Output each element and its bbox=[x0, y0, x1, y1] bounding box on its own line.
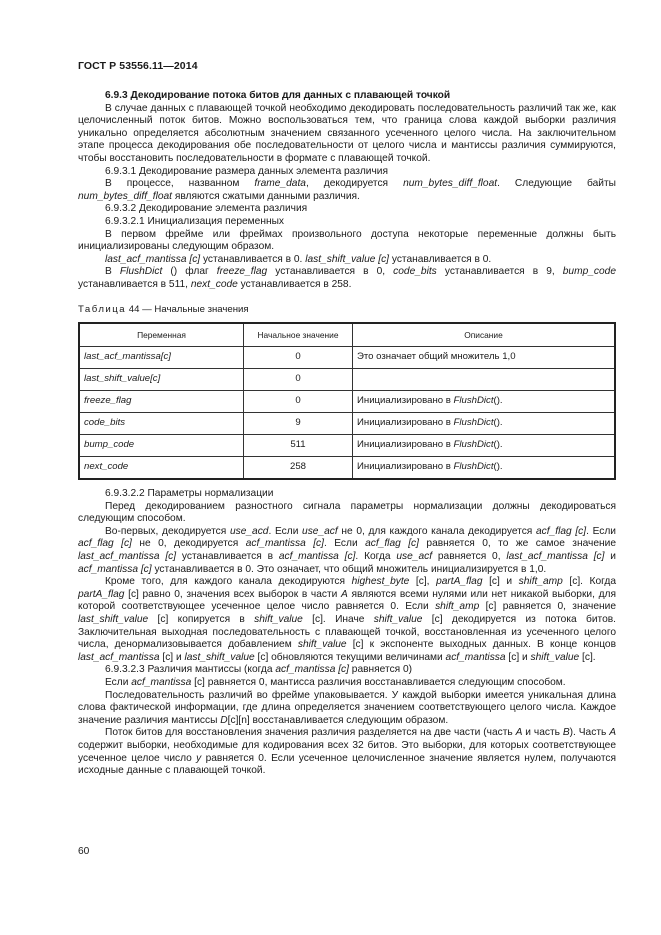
table-cell-description bbox=[353, 369, 616, 391]
initial-values-table bbox=[78, 322, 616, 480]
table-cell-variable: bump_code bbox=[79, 435, 244, 457]
paragraph: Во-первых, декодируется use_acd. Если use_acf не 0, для каждого канала декодируется acf_flag [c]. Если acf_flag [c] не 0, декодируется acf_mantissa [c]. Если acf_flag [c] равняется 0, то же самое значение last_acf_mantissa [c] устанавливается в acf_mantissa [c]. Когда use_acf равняется 0, last_acf_mantissa [c] и acf_mantissa [c] устанавливается в 0. Это означает, что общий множитель инициализируется в 1,0. bbox=[78, 525, 617, 575]
table-cell-value: 258 bbox=[244, 457, 353, 480]
column-header: Описание bbox=[353, 323, 616, 347]
table-row bbox=[79, 369, 615, 391]
subsection-heading: 6.9.3.2.2 Параметры нормализации bbox=[105, 488, 274, 500]
table-cell-description: Инициализировано в FlushDict(). bbox=[353, 457, 616, 480]
table-cell-value: 0 bbox=[244, 391, 353, 413]
paragraph: В первом фрейме или фреймах произвольного доступа некоторые переменные должны быть инициализированы следующим образом. bbox=[78, 228, 616, 253]
table-cell-value: 0 bbox=[244, 347, 353, 369]
table-cell-description: Это означает общий множитель 1,0 bbox=[353, 347, 616, 369]
document-header: ГОСТ Р 53556.11—2014 bbox=[78, 60, 198, 72]
document-body bbox=[78, 90, 616, 778]
subsection-heading: 6.9.3.2 Декодирование элемента различия bbox=[105, 203, 308, 215]
table-row bbox=[79, 391, 615, 413]
table-cell-variable: next_code bbox=[79, 457, 244, 480]
table-cell-value: 511 bbox=[244, 435, 353, 457]
paragraph: Кроме того, для каждого канала декодируются highest_byte [c], partA_flag [c] и shift_amp [c]. Когда partA_flag [c] равно 0, значения всех выборок в части A являются всеми нулями или нет никакой выборки, для которой соответствующее усеченное целое число равняется 0. Если shift_amp [c] равняется 0, значение last_shift_value [c] копируется в shift_value [c]. Иначе shift_value [c] декодируется из потока битов. Заключительная выходная последовательность с плавающей точкой, восстановленная из усеченного целого числа, денормализовывается добавлением shift_value [c] к экспоненте выходных данных. В конце концов last_acf_mantissa [c] и last_shift_value [c] обновляются текущими величинами acf_mantissa [c] и shift_value [c]. bbox=[78, 576, 617, 663]
section-title: 6.9.3 Декодирование потока битов для данных с плавающей точкой bbox=[105, 90, 451, 101]
table-cell-description: Инициализировано в FlushDict(). bbox=[353, 413, 616, 435]
table-row bbox=[79, 413, 615, 435]
table-cell-description: Инициализировано в FlushDict(). bbox=[353, 391, 616, 413]
paragraph: last_acf_mantissa [c] устанавливается в 0. last_shift_value [c] устанавливается в 0. bbox=[105, 253, 492, 265]
column-header: Переменная bbox=[79, 323, 244, 347]
paragraph: Если acf_mantissa [c] равняется 0, мантисса различия восстанавливается следующим способом. bbox=[105, 677, 566, 688]
table-caption: Таблица 44 — Начальные значения bbox=[78, 303, 249, 315]
table-cell-value: 9 bbox=[244, 413, 353, 435]
table-cell-variable: last_shift_value[c] bbox=[79, 369, 244, 391]
paragraph: Перед декодированием разностного сигнала параметры нормализации должны декодироваться следующим способом. bbox=[78, 500, 616, 525]
subsection-heading: 6.9.3.2.1 Инициализация переменных bbox=[105, 215, 285, 227]
table-header-row bbox=[79, 323, 615, 347]
column-header: Начальное значение bbox=[244, 323, 353, 347]
subsection-heading: 6.9.3.2.3 Различия мантиссы (когда acf_mantissa [c] равняется 0) bbox=[105, 664, 413, 676]
subsection-heading: 6.9.3.1 Декодирование размера данных элемента различия bbox=[105, 165, 388, 177]
table-row bbox=[79, 435, 615, 457]
paragraph: Поток битов для восстановления значения различия разделяется на две части (часть A и часть B). Часть A содержит выборки, необходимые для кодирования всех 32 битов. Это выборки, для которых соответствующее усеченное целое число y равняется 0. Если усеченное целочисленное значение является нулем, получаются исходные данные с плавающей точкой. bbox=[78, 727, 616, 777]
table-cell-value: 0 bbox=[244, 369, 353, 391]
paragraph: Последовательность различий во фрейме упаковывается. У каждой выборки имеется уникальная длина слова фактической информации, где длина определяется значением соответствующего целого числа. Каждое значение различия мантиссы D[c][n] восстанавливается следующим образом. bbox=[78, 689, 616, 726]
table-cell-variable: last_acf_mantissa[c] bbox=[79, 347, 244, 369]
table-cell-description: Инициализировано в FlushDict(). bbox=[353, 435, 616, 457]
paragraph: В процессе, названном frame_data, декодируется num_bytes_diff_float. Следующие байты num_bytes_diff_float являются сжатыми данными различия. bbox=[78, 178, 616, 202]
table-cell-variable: code_bits bbox=[79, 413, 244, 435]
paragraph: В случае данных с плавающей точкой необходимо декодировать последовательность различий так же, как целочисленный поток битов. Можно воспользоваться тем, что граница слова каждой выборки различия уникально определяется абсолютным значением связанного усеченного целого числа. На заключительном этапе процесса декодирования обе последовательности от целого числа и мантиссы различия суммируются, чтобы восстановить последовательности в формате с плавающей точкой. bbox=[78, 102, 616, 164]
table-row bbox=[79, 347, 615, 369]
page-number: 60 bbox=[78, 846, 90, 857]
table-row bbox=[79, 457, 615, 480]
paragraph: В FlushDict () флаг freeze_flag устанавливается в 0, code_bits устанавливается в 9, bump_code устанавливается в 511, next_code устанавливается в 258. bbox=[78, 266, 617, 290]
table-cell-variable: freeze_flag bbox=[79, 391, 244, 413]
